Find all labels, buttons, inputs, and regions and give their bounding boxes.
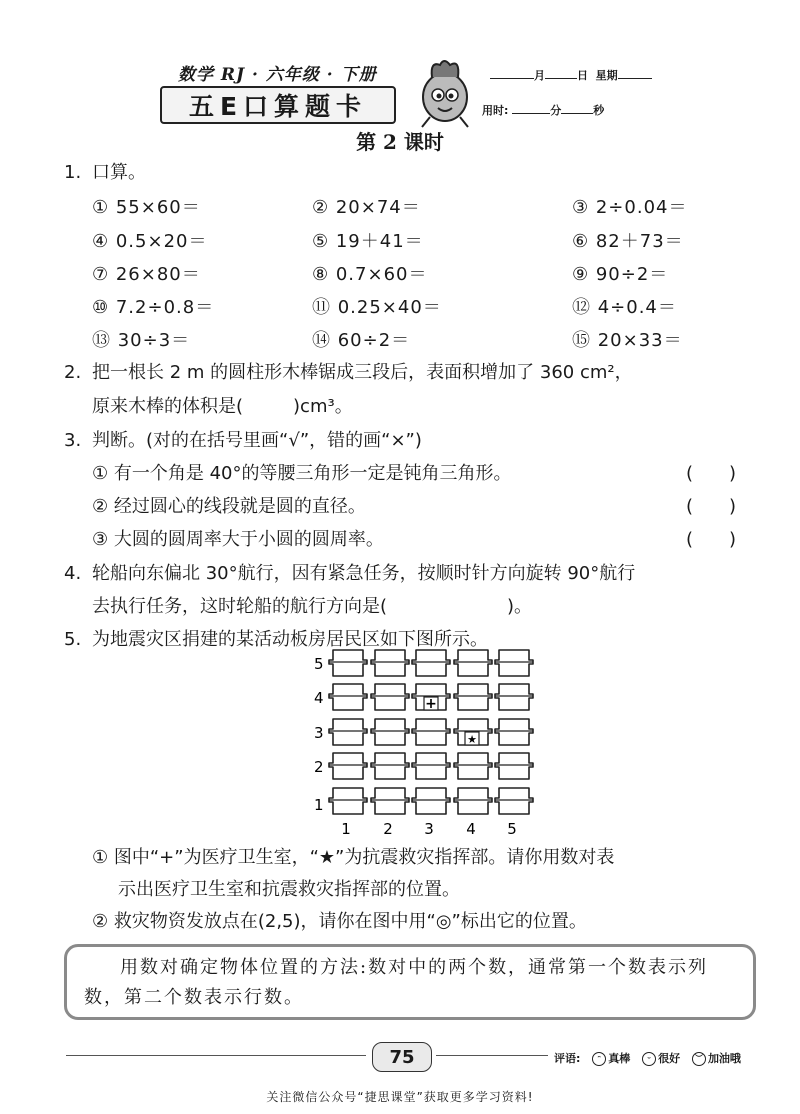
- house-row-3: [329, 719, 533, 745]
- footer-note: 关注微信公众号“捷思课堂”获取更多学习资料!: [266, 1090, 534, 1104]
- date-line: 月 日 星期: [490, 66, 652, 83]
- row-label: 5: [314, 655, 324, 673]
- calc-item: ⑮ 20×33＝: [572, 330, 683, 351]
- calc-item: ⑫ 4÷0.4＝: [572, 297, 677, 318]
- q5-sub1-line2: 示出医疗卫生室和抗震救灾指挥部的位置。: [118, 879, 460, 900]
- row-label: 2: [314, 758, 324, 776]
- month-blank[interactable]: [490, 66, 534, 79]
- calc-item: ① 55×60＝: [92, 197, 201, 218]
- house-cell[interactable]: [454, 684, 492, 710]
- house-cell[interactable]: [495, 650, 533, 676]
- house-cell[interactable]: [412, 719, 450, 745]
- house-cell[interactable]: [454, 650, 492, 676]
- row-label: 3: [314, 724, 324, 742]
- weekday-blank[interactable]: [618, 66, 652, 79]
- star-icon: ★: [467, 733, 477, 746]
- house-cell[interactable]: [495, 788, 533, 814]
- col-label: 2: [383, 820, 393, 838]
- tip-text: 用数对确定物体位置的方法:数对中的两个数，通常第一个数表示列数，第二个数表示行数。: [84, 957, 709, 1008]
- brand-title: 五E口算题卡: [160, 86, 396, 124]
- footer-rule-left: [66, 1055, 366, 1056]
- q1-number: 1.: [64, 162, 82, 183]
- q5-title: 为地震灾区捐建的某活动板房居民区如下图所示。: [92, 629, 488, 650]
- calc-item: ⑥ 82＋73＝: [572, 231, 684, 252]
- house-cell[interactable]: [454, 753, 492, 779]
- q3-title: 判断。(对的在括号里画“√”，错的画“×”): [92, 430, 422, 451]
- smile-face-icon[interactable]: ᵕ: [642, 1052, 656, 1066]
- house-row-2: [329, 753, 533, 779]
- page-number: 75: [372, 1042, 432, 1072]
- q2-line2: 原来木棒的体积是( )cm³。: [92, 396, 353, 417]
- second-blank[interactable]: [561, 101, 593, 114]
- house-cell[interactable]: [329, 684, 367, 710]
- calc-item: ② 20×74＝: [312, 197, 421, 218]
- row-label: 1: [314, 796, 324, 814]
- house-cell[interactable]: [371, 753, 409, 779]
- house-cell[interactable]: [495, 684, 533, 710]
- house-cell[interactable]: [412, 788, 450, 814]
- judge-answer-blank[interactable]: ( ): [686, 463, 737, 484]
- row-label: 4: [314, 689, 324, 707]
- house-cell[interactable]: [329, 650, 367, 676]
- col-label: 3: [424, 820, 434, 838]
- calc-item: ⑪ 0.25×40＝: [312, 297, 442, 318]
- judge-item: ② 经过圆心的线段就是圆的直径。: [92, 496, 366, 517]
- house-cell[interactable]: [495, 753, 533, 779]
- judge-item: ① 有一个角是 40°的等腰三角形一定是钝角三角形。: [92, 463, 512, 484]
- q4-number: 4.: [64, 563, 82, 584]
- house-cell[interactable]: [454, 788, 492, 814]
- house-row-1: [329, 788, 533, 814]
- q5-sub2: ② 救灾物资发放点在(2,5)，请你在图中用“◎”标出它的位置。: [92, 911, 587, 932]
- q3-number: 3.: [64, 430, 82, 451]
- house-cell[interactable]: [412, 650, 450, 676]
- minute-blank[interactable]: [512, 101, 550, 114]
- house-cell[interactable]: [412, 753, 450, 779]
- calc-item: ④ 0.5×20＝: [92, 231, 208, 252]
- judge-answer-blank[interactable]: ( ): [686, 529, 737, 550]
- q2-line1: 把一根长 2 m 的圆柱形木棒锯成三段后，表面积增加了 360 cm²，: [92, 362, 633, 383]
- q5-sub1-line1: ① 图中“+”为医疗卫生室，“★”为抗震救灾指挥部。请你用数对表: [92, 847, 615, 868]
- calc-item: ⑨ 90÷2＝: [572, 264, 669, 285]
- house-cell[interactable]: [371, 719, 409, 745]
- q4-line2: 去执行任务，这时轮船的航行方向是( )。: [92, 596, 533, 617]
- calc-item: ③ 2÷0.04＝: [572, 197, 688, 218]
- house-cell[interactable]: [329, 719, 367, 745]
- judge-item: ③ 大圆的圆周率大于小圆的圆周率。: [92, 529, 384, 550]
- sad-face-icon[interactable]: ︶: [692, 1052, 706, 1066]
- day-blank[interactable]: [545, 66, 577, 79]
- calc-item: ⑩ 7.2÷0.8＝: [92, 297, 215, 318]
- house-cell[interactable]: [495, 719, 533, 745]
- q4-line1: 轮船向东偏北 30°航行，因有紧急任务，按顺时针方向旋转 90°航行: [92, 563, 636, 584]
- house-grid: [300, 645, 540, 840]
- judge-answer-blank[interactable]: ( ): [686, 496, 737, 517]
- house-cell[interactable]: [371, 788, 409, 814]
- house-cell[interactable]: [371, 684, 409, 710]
- calc-item: ⑧ 0.7×60＝: [312, 264, 428, 285]
- col-label: 4: [466, 820, 476, 838]
- calc-item: ⑤ 19＋41＝: [312, 231, 424, 252]
- calc-item: ⑦ 26×80＝: [92, 264, 201, 285]
- footer-rule-right: [436, 1055, 548, 1056]
- q1-title: 口算。: [92, 162, 146, 183]
- mascot-icon: [410, 55, 480, 133]
- calc-item: ⑬ 30÷3＝: [92, 330, 191, 351]
- lesson-title: 第 2 课时: [356, 130, 444, 154]
- q5-number: 5.: [64, 629, 82, 650]
- col-label: 1: [341, 820, 351, 838]
- calc-item: ⑭ 60÷2＝: [312, 330, 411, 351]
- col-label: 5: [507, 820, 517, 838]
- grin-face-icon[interactable]: ᵔ: [592, 1052, 606, 1066]
- hospital-icon: +: [425, 696, 437, 712]
- time-line: 用时: 分 秒: [482, 101, 604, 118]
- subject-line: 数学 RJ · 六年级 · 下册: [178, 65, 377, 85]
- house-cell[interactable]: [371, 650, 409, 676]
- house-cell[interactable]: [329, 788, 367, 814]
- rating-row: 评语: ᵔ 真棒 ᵕ 很好 ︶ 加油哦: [554, 1052, 741, 1065]
- house-row-5: [329, 650, 533, 676]
- house-cell[interactable]: [329, 753, 367, 779]
- q2-number: 2.: [64, 362, 82, 383]
